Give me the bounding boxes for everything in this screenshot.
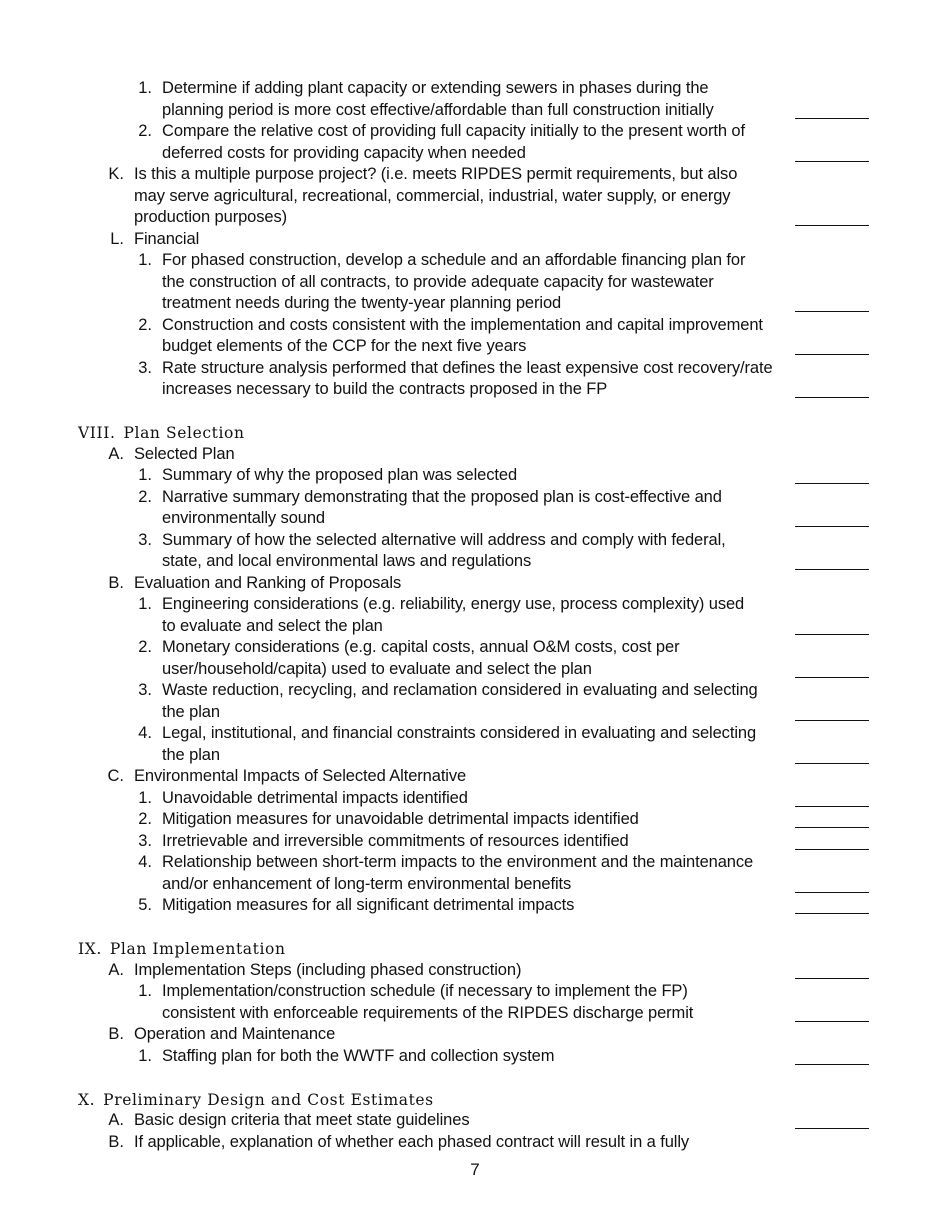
- item-text-line: Irretrievable and irreversible commitments of resources identified: [162, 831, 629, 850]
- item-text: [134, 1024, 335, 1046]
- item-number: 1.: [138, 788, 152, 807]
- item-text-line: Basic design criteria that meet state guidelines: [134, 1111, 470, 1129]
- item-text-line: Compare the relative cost of providing full capacity initially to the present worth of: [162, 122, 745, 140]
- item-letter: B.: [108, 1132, 124, 1151]
- item-number: 1.: [138, 595, 152, 613]
- item-text: [134, 1110, 469, 1132]
- section-number: IX.: [78, 940, 102, 958]
- item-text: [162, 981, 693, 1024]
- item-text-line: Operation and Maintenance: [134, 1025, 336, 1043]
- checkoff-blank[interactable]: [795, 483, 869, 484]
- section-number: X.: [78, 1090, 96, 1109]
- section-title: Preliminary Design and Cost Estimates: [103, 1090, 434, 1109]
- item-text: [162, 250, 745, 315]
- item-text-line: the plan: [162, 745, 220, 764]
- checkoff-blank[interactable]: [795, 763, 869, 764]
- item-text: [134, 960, 521, 982]
- item-letter: A.: [108, 444, 124, 463]
- item-text: [162, 788, 468, 810]
- item-text: [162, 465, 517, 487]
- item-letter: B.: [108, 573, 124, 592]
- item-text-line: Determine if adding plant capacity or extending sewers in phases during the: [162, 79, 709, 97]
- page-number: 7: [470, 1160, 480, 1179]
- checkoff-blank[interactable]: [795, 913, 869, 914]
- item-text-line: production purposes): [134, 208, 288, 226]
- item-text-line: Mitigation measures for all significant detrimental impacts: [162, 896, 575, 914]
- checkoff-blank[interactable]: [795, 225, 869, 226]
- section-number: VIII.: [78, 424, 116, 442]
- item-text-line: user/household/capita) used to evaluate and select the plan: [162, 659, 592, 678]
- item-text-line: Mitigation measures for unavoidable detrimental impacts identified: [162, 810, 639, 828]
- checkoff-blank[interactable]: [795, 354, 869, 355]
- item-text: [162, 487, 722, 530]
- checkoff-blank[interactable]: [795, 827, 869, 828]
- item-text: [162, 637, 679, 680]
- item-text: [162, 315, 763, 358]
- item-text-line: Environmental Impacts of Selected Alternative: [134, 767, 467, 785]
- item-text-line: environmentally sound: [162, 509, 325, 527]
- item-text-line: the plan: [162, 702, 220, 721]
- checkoff-blank[interactable]: [795, 892, 869, 893]
- item-number: 3.: [138, 681, 152, 699]
- item-number: 1.: [138, 251, 152, 269]
- item-text-line: the construction of all contracts, to provide adequate capacity for wastewater: [162, 272, 714, 291]
- item-text-line: Staffing plan for both the WWTF and collection system: [162, 1046, 555, 1065]
- checkoff-blank[interactable]: [795, 806, 869, 807]
- item-text: [162, 852, 753, 895]
- item-text: [162, 358, 773, 401]
- item-text: [134, 1132, 689, 1154]
- item-text-line: Financial: [134, 229, 200, 248]
- item-text-line: Legal, institutional, and financial constraints considered in evaluating and selecting: [162, 724, 757, 742]
- item-text-line: Engineering considerations (e.g. reliability, energy use, process complexity) used: [162, 595, 745, 613]
- checkoff-blank[interactable]: [795, 311, 869, 312]
- item-letter: C.: [107, 767, 124, 785]
- item-text-line: Summary of how the selected alternative will address and comply with federal,: [162, 530, 726, 549]
- checkoff-blank[interactable]: [795, 569, 869, 570]
- checkoff-blank[interactable]: [795, 1128, 869, 1129]
- checkoff-blank[interactable]: [795, 849, 869, 850]
- item-number: 4.: [138, 853, 152, 871]
- item-number: 1.: [138, 79, 152, 97]
- checkoff-blank[interactable]: [795, 720, 869, 721]
- item-text-line: deferred costs for providing capacity when needed: [162, 143, 526, 162]
- item-letter: K.: [108, 165, 124, 183]
- checkoff-blank[interactable]: [795, 526, 869, 527]
- section-heading: [78, 1090, 434, 1111]
- checkoff-blank[interactable]: [795, 161, 869, 162]
- checkoff-blank[interactable]: [795, 978, 869, 979]
- item-number: 1.: [138, 466, 152, 484]
- item-text-line: treatment needs during the twenty-year planning period: [162, 294, 562, 312]
- item-letter: A.: [108, 1111, 124, 1129]
- item-text-line: Implementation Steps (including phased construction): [134, 960, 522, 979]
- item-text-line: to evaluate and select the plan: [162, 616, 383, 635]
- item-number: 3.: [138, 358, 152, 377]
- item-number: 2.: [138, 122, 152, 140]
- item-letter: L.: [110, 229, 124, 248]
- item-text-line: Unavoidable detrimental impacts identified: [162, 788, 468, 807]
- item-text-line: Monetary considerations (e.g. capital costs, annual O&M costs, cost per: [162, 638, 680, 656]
- item-text: [162, 78, 714, 121]
- item-text: [162, 831, 629, 853]
- item-number: 3.: [138, 530, 152, 549]
- section-title: Plan Implementation: [109, 940, 286, 958]
- item-text: [162, 594, 744, 637]
- item-text: [162, 1046, 554, 1068]
- section-heading: [78, 423, 245, 444]
- item-text-line: Selected Plan: [134, 444, 235, 463]
- checkoff-blank[interactable]: [795, 634, 869, 635]
- item-text-line: Relationship between short-term impacts to the environment and the maintenance: [162, 853, 754, 871]
- checkoff-blank[interactable]: [795, 118, 869, 119]
- item-text: [162, 121, 745, 164]
- item-text-line: Waste reduction, recycling, and reclamation considered in evaluating and selecting: [162, 681, 758, 699]
- checkoff-blank[interactable]: [795, 677, 869, 678]
- item-text: [162, 680, 758, 723]
- item-number: 4.: [138, 724, 152, 742]
- item-number: 2.: [138, 487, 152, 506]
- item-text-line: Summary of why the proposed plan was selected: [162, 466, 518, 484]
- item-text-line: Evaluation and Ranking of Proposals: [134, 573, 402, 592]
- item-text-line: state, and local environmental laws and regulations: [162, 552, 532, 570]
- item-text: [162, 809, 639, 831]
- item-number: 5.: [138, 896, 152, 914]
- item-text-line: consistent with enforceable requirements of the RIPDES discharge permit: [162, 1003, 694, 1022]
- item-letter: A.: [108, 960, 124, 979]
- item-text-line: increases necessary to build the contracts proposed in the FP: [162, 380, 608, 398]
- item-text: [162, 723, 756, 766]
- section-heading: [78, 939, 286, 960]
- item-number: 2.: [138, 810, 152, 828]
- item-text-line: If applicable, explanation of whether each phased contract will result in a fully: [134, 1132, 690, 1151]
- item-text: [134, 573, 401, 595]
- item-text: [134, 229, 199, 251]
- item-text-line: Implementation/construction schedule (if necessary to implement the FP): [162, 982, 688, 1000]
- item-text-line: Narrative summary demonstrating that the proposed plan is cost-effective and: [162, 487, 722, 506]
- item-text: [134, 444, 235, 466]
- item-text-line: Construction and costs consistent with the implementation and capital improvement: [162, 315, 763, 334]
- item-text-line: and/or enhancement of long-term environmental benefits: [162, 874, 572, 893]
- item-number: 1.: [138, 982, 152, 1000]
- item-text-line: Rate structure analysis performed that defines the least expensive cost recovery/rate: [162, 358, 773, 377]
- item-text-line: budget elements of the CCP for the next five years: [162, 337, 527, 355]
- item-text: [162, 895, 574, 917]
- checkoff-blank[interactable]: [795, 397, 869, 398]
- item-text: [162, 530, 726, 573]
- item-text-line: may serve agricultural, recreational, commercial, industrial, water supply, or energy: [134, 186, 731, 205]
- checkoff-blank[interactable]: [795, 1021, 869, 1022]
- item-text-line: Is this a multiple purpose project? (i.e. meets RIPDES permit requirements, but also: [134, 165, 738, 183]
- item-number: 2.: [138, 315, 152, 334]
- item-number: 3.: [138, 831, 152, 850]
- item-letter: B.: [108, 1025, 124, 1043]
- item-text-line: planning period is more cost effective/affordable than full construction initially: [162, 100, 714, 119]
- checkoff-blank[interactable]: [795, 1064, 869, 1065]
- item-text-line: For phased construction, develop a schedule and an affordable financing plan for: [162, 251, 746, 269]
- item-number: 1.: [138, 1046, 152, 1065]
- item-number: 2.: [138, 638, 152, 656]
- item-text: [134, 164, 737, 229]
- item-text: [134, 766, 466, 788]
- section-title: Plan Selection: [123, 424, 245, 442]
